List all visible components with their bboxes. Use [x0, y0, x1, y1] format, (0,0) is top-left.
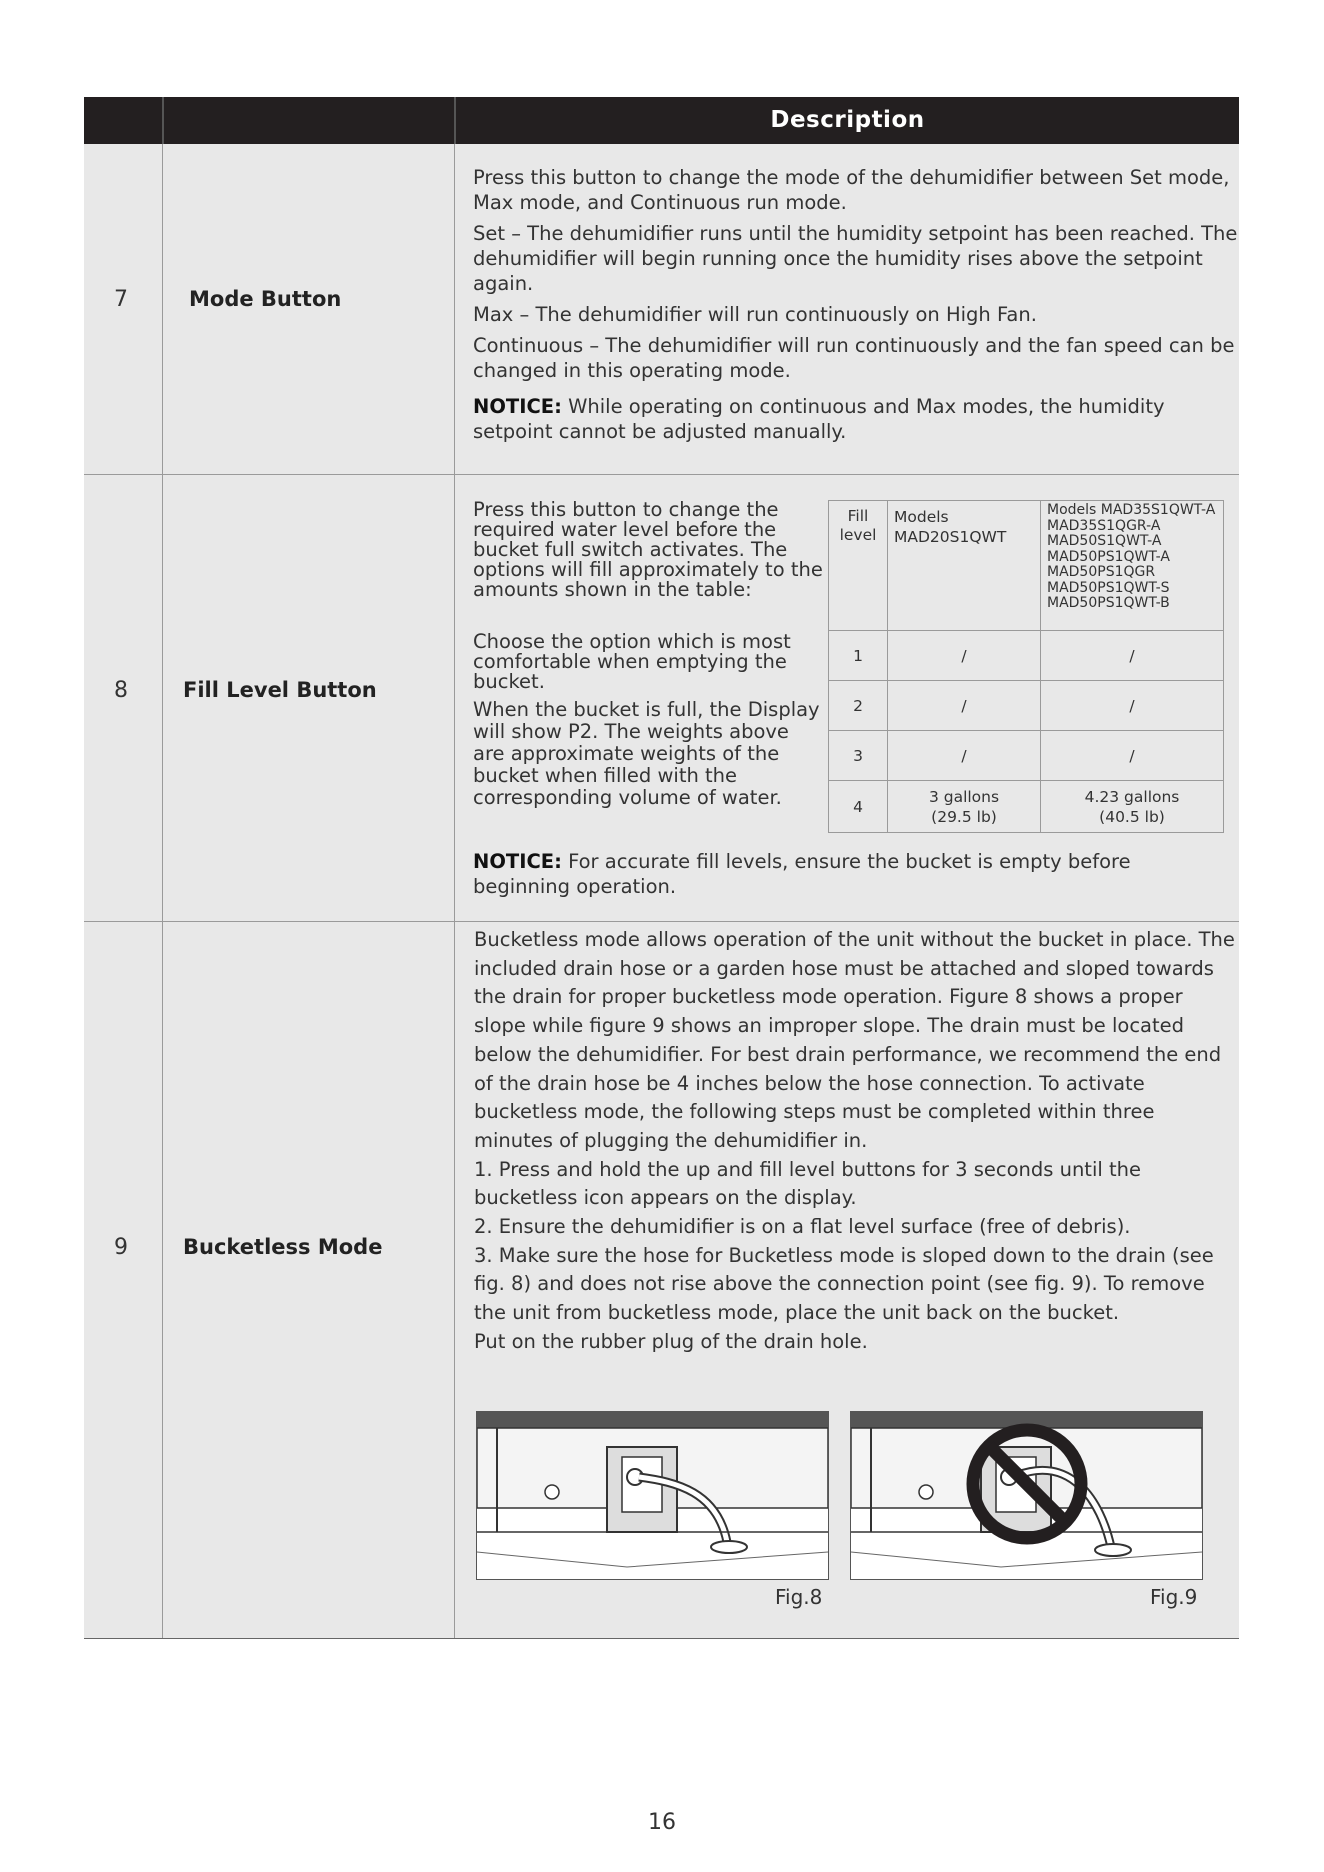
table-header-cell: [829, 501, 888, 631]
header-divider: [162, 97, 164, 144]
table-cell: /: [1041, 681, 1224, 731]
table-row: [829, 731, 1224, 781]
paragraph: Max – The dehumidifier will run continuously on High Fan.: [473, 303, 1037, 326]
paragraph: Choose the option which is most comfortable when emptying the bucket.: [473, 630, 791, 693]
table-cell: /: [888, 731, 1041, 781]
row-number: 9: [114, 1235, 128, 1260]
step: 2. Ensure the dehumidifier is on a flat level surface (free of debris).: [474, 1215, 1131, 1239]
description-header: Description: [770, 107, 925, 133]
row-number: 8: [114, 678, 128, 703]
dehumidifier-improper-slope-illustration: [850, 1411, 1203, 1580]
step: 3. Make sure the hose for Bucketless mode is sloped down to the drain (see fig. 8) and does not rise above the connection point (see fig. 9). To remove the unit from bucketless mode, place the unit back on the bucket.: [474, 1243, 1214, 1325]
table-cell: 4.23 gallons (40.5 lb): [1041, 781, 1224, 833]
paragraph: Bucketless mode allows operation of the unit without the bucket in place. The included drain hose or a garden hose must be attached and sloped towards the drain for proper bucketless mode operation. Figure 8 shows a proper slope while figure 9 shows an improper slope. The drain must be located below the dehumidifier. For best drain performance, we recommend the end of the drain hose be 4 inches below the hose connection. To activate bucketless mode, the following steps must be completed within three minutes of plugging the dehumidifier in.: [474, 928, 1235, 1152]
fill-level-header: Fill level: [839, 507, 877, 544]
row-divider: [84, 1638, 1239, 1639]
table-header-cell: [1041, 501, 1224, 631]
table-cell: 2: [829, 681, 888, 731]
table-header-cell: [888, 501, 1041, 631]
fill-level-notice: [473, 849, 1233, 899]
table-row: [829, 681, 1224, 731]
paragraph: Set – The dehumidifier runs until the humidity setpoint has been reached. The dehumidifier will begin running once the humidity rises above the setpoint again.: [473, 222, 1238, 295]
bucketless-description: [474, 926, 1236, 1357]
table-cell: 1: [829, 631, 888, 681]
row-divider: [84, 474, 1239, 475]
table-cell: /: [888, 631, 1041, 681]
function-name: Mode Button: [189, 287, 342, 311]
notice-text: For accurate fill levels, ensure the bucket is empty before beginning operation.: [473, 850, 1131, 898]
table-row: [829, 781, 1224, 833]
function-name: Bucketless Mode: [183, 1235, 383, 1259]
models-small-header: Models MAD20S1QWT: [894, 508, 1007, 546]
figure-caption: Fig.9: [1150, 1585, 1198, 1609]
table-row: [829, 501, 1224, 631]
step: 1. Press and hold the up and fill level buttons for 3 seconds until the bucketless icon appears on the display.: [474, 1157, 1141, 1210]
table-row: [829, 631, 1224, 681]
fill-level-intro: [473, 500, 825, 600]
page-number: 16: [648, 1810, 676, 1835]
column-divider: [454, 144, 455, 1638]
table-cell: /: [1041, 731, 1224, 781]
notice-text: While operating on continuous and Max modes, the humidity setpoint cannot be adjusted manually.: [473, 395, 1165, 443]
notice: [473, 849, 1233, 899]
function-name: Fill Level Button: [183, 678, 377, 702]
paragraph: Press this button to change the mode of the dehumidifier between Set mode, Max mode, and Continuous run mode.: [473, 166, 1230, 214]
row-number: 7: [114, 287, 128, 312]
notice: [473, 394, 1243, 444]
row-divider: [84, 921, 1239, 922]
table-cell: 3: [829, 731, 888, 781]
paragraph: Put on the rubber plug of the drain hole.: [474, 1329, 868, 1353]
paragraph: Press this button to change the required water level before the bucket full switch activates. The options will fill approximately to the amounts shown in the table:: [473, 498, 823, 601]
table-cell: 3 gallons (29.5 lb): [888, 781, 1041, 833]
table-cell: /: [1041, 631, 1224, 681]
figure-caption: Fig.8: [775, 1585, 823, 1609]
column-divider: [162, 144, 163, 1638]
notice-label: NOTICE:: [473, 850, 562, 873]
table-cell: /: [888, 681, 1041, 731]
models-large-header: Models MAD35S1QWT-A MAD35S1QGR-A MAD50S1QWT-A MAD50PS1QWT-A MAD50PS1QGR MAD50PS1QWT-S MAD50PS1QWT-B: [1047, 502, 1216, 611]
mode-description: [473, 165, 1243, 444]
paragraph: Continuous – The dehumidifier will run continuously and the fan speed can be changed in this operating mode.: [473, 334, 1235, 382]
paragraph: When the bucket is full, the Display will show P2. The weights above are approximate weights of the bucket when filled with the corresponding volume of water.: [473, 698, 820, 809]
fill-level-full-note: [473, 699, 825, 809]
fill-level-choose: [473, 632, 793, 692]
dehumidifier-proper-slope-illustration: [476, 1411, 829, 1580]
notice-label: NOTICE:: [473, 395, 562, 418]
fill-level-table: [828, 500, 1224, 833]
prohibited-icon: [963, 1420, 1091, 1548]
table-cell: 4: [829, 781, 888, 833]
